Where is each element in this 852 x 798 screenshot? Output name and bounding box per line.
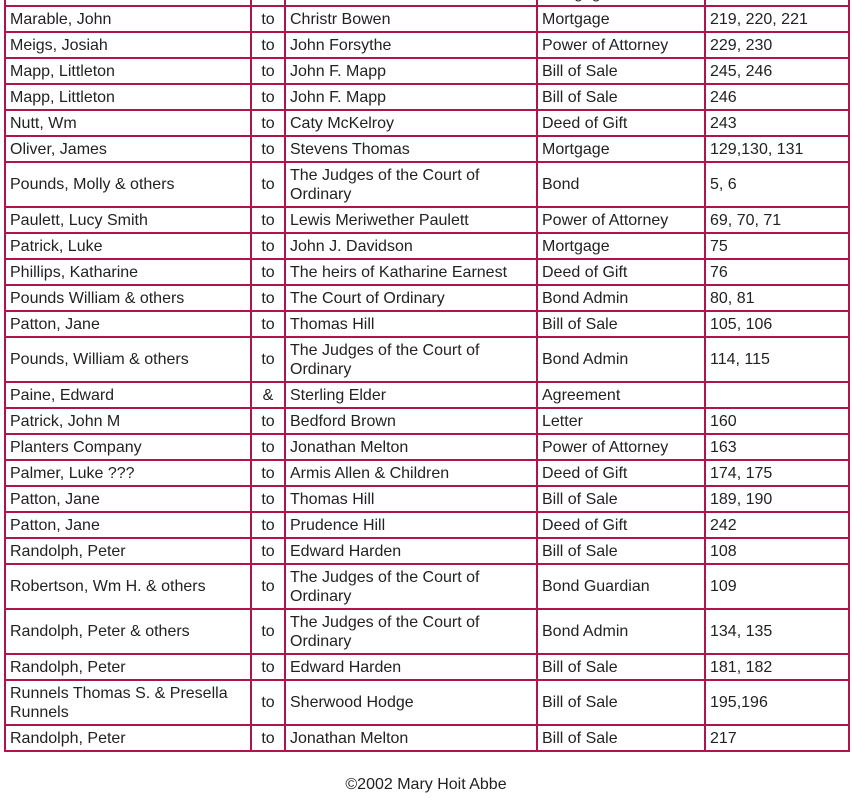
grantor-cell: Planters Company [5,434,251,460]
grantee-cell: Jonathan Melton [285,434,537,460]
table-row [5,207,849,233]
instrument-cell: Agreement [537,382,705,408]
grantor-cell: Paulett, Lucy Smith [5,207,251,233]
instrument-cell: Bill of Sale [537,680,705,725]
records-table-body [5,0,849,751]
pages-cell: 75 [705,233,849,259]
instrument-cell: Deed of Gift [537,512,705,538]
instrument-cell: Deed of Gift [537,460,705,486]
pages-cell: 129,130, 131 [705,136,849,162]
pages-cell: 219, 220, 221 [705,6,849,32]
instrument-cell: Mortgage [537,6,705,32]
pages-cell: 243 [705,110,849,136]
grantee-cell: The Judges of the Court of Ordinary [285,162,537,207]
pages-cell: 134, 135 [705,609,849,654]
instrument-cell: Bill of Sale [537,311,705,337]
relation-cell: to [251,725,285,751]
relation-cell: to [251,538,285,564]
grantee-cell: John F. Mapp [285,84,537,110]
table-row [5,6,849,32]
grantee-cell: Edward Harden [285,654,537,680]
pages-cell: 76 [705,259,849,285]
table-row [5,538,849,564]
grantee-cell: Prudence Hill [285,512,537,538]
relation-cell: to [251,460,285,486]
table-row [5,259,849,285]
grantor-cell: Mapp, Littleton [5,58,251,84]
grantor-cell: Randolph, Peter [5,725,251,751]
instrument-cell: Mortgage [537,136,705,162]
relation-cell: to [251,337,285,382]
grantor-cell: Robertson, Wm H. & others [5,564,251,609]
grantor-cell: Patton, Jane [5,486,251,512]
grantor-cell: Patrick, Luke [5,233,251,259]
pages-cell: 5, 6 [705,162,849,207]
table-row [5,84,849,110]
relation-cell: & [251,382,285,408]
grantor-cell: Patton, Jane [5,311,251,337]
relation-cell: to [251,680,285,725]
table-row [5,136,849,162]
pages-cell: 195,196 [705,680,849,725]
pages-cell: 163 [705,434,849,460]
instrument-cell: Letter [537,408,705,434]
grantee-cell: The Judges of the Court of Ordinary [285,564,537,609]
relation-cell: to [251,58,285,84]
pages-cell: 242 [705,512,849,538]
pages-cell: 229, 230 [705,32,849,58]
grantee-cell: Edward Harden [285,538,537,564]
grantor-cell: Nutt, Wm [5,110,251,136]
table-row [5,609,849,654]
relation-cell: to [251,512,285,538]
instrument-cell: Power of Attorney [537,32,705,58]
grantee-cell: The heirs of Katharine Earnest [285,259,537,285]
relation-cell: to [251,162,285,207]
table-row [5,460,849,486]
table-row [5,32,849,58]
table-row [5,233,849,259]
relation-cell: to [251,259,285,285]
table-row [5,110,849,136]
instrument-cell: Bill of Sale [537,538,705,564]
relation-cell: to [251,654,285,680]
table-row [5,512,849,538]
pages-cell: 105, 106 [705,311,849,337]
pages-cell: 109 [705,564,849,609]
pages-cell: 189, 190 [705,486,849,512]
table-row [5,285,849,311]
grantee-cell: Stevens Thomas [285,136,537,162]
instrument-cell: Bill of Sale [537,486,705,512]
grantee-cell: Armis Allen & Children [285,460,537,486]
relation-cell: to [251,311,285,337]
pages-cell: 181, 182 [705,654,849,680]
instrument-cell: Power of Attorney [537,207,705,233]
grantor-cell: Mapp, Littleton [5,84,251,110]
instrument-cell: Mortgage [537,233,705,259]
grantor-cell: Randolph, Peter [5,538,251,564]
grantee-cell: Lewis Meriwether Paulett [285,207,537,233]
table-row [5,486,849,512]
grantee-cell: Sherwood Hodge [285,680,537,725]
instrument-cell: Bill of Sale [537,58,705,84]
pages-cell: 114, 115 [705,337,849,382]
table-row [5,725,849,751]
records-table [4,0,850,752]
grantor-cell: Phillips, Katharine [5,259,251,285]
pages-cell: 246 [705,84,849,110]
instrument-cell: Bond Guardian [537,564,705,609]
grantee-cell: Christr Bowen [285,6,537,32]
pages-cell: 160 [705,408,849,434]
pages-cell: 108 [705,538,849,564]
table-row [5,680,849,725]
records-table-container [4,0,848,752]
grantee-cell: Sterling Elder [285,382,537,408]
pages-cell: 245, 246 [705,58,849,84]
relation-cell: to [251,32,285,58]
grantee-cell: The Court of Ordinary [285,285,537,311]
relation-cell: to [251,207,285,233]
relation-cell: to [251,285,285,311]
instrument-cell: Power of Attorney [537,434,705,460]
relation-cell: to [251,609,285,654]
relation-cell: to [251,233,285,259]
relation-cell: to [251,6,285,32]
pages-cell [705,382,849,408]
grantee-cell: John J. Davidson [285,233,537,259]
instrument-cell: Deed of Gift [537,110,705,136]
table-row [5,564,849,609]
relation-cell: to [251,564,285,609]
table-row [5,654,849,680]
instrument-cell: Bond [537,162,705,207]
instrument-cell: Deed of Gift [537,259,705,285]
table-row [5,408,849,434]
grantee-cell: John Forsythe [285,32,537,58]
instrument-cell: Bond Admin [537,337,705,382]
grantor-cell: Palmer, Luke ??? [5,460,251,486]
grantee-cell: The Judges of the Court of Ordinary [285,609,537,654]
instrument-cell: Bond Admin [537,285,705,311]
grantor-cell: Randolph, Peter & others [5,609,251,654]
grantee-cell: Caty McKelroy [285,110,537,136]
grantor-cell: Pounds William & others [5,285,251,311]
grantor-cell: Pounds, Molly & others [5,162,251,207]
grantor-cell: Marable, John [5,6,251,32]
instrument-cell: Bill of Sale [537,725,705,751]
grantor-cell: Runnels Thomas S. & Presella Runnels [5,680,251,725]
pages-cell: 217 [705,725,849,751]
table-row [5,311,849,337]
table-row [5,337,849,382]
table-row [5,382,849,408]
grantor-cell: Paine, Edward [5,382,251,408]
grantor-cell: Oliver, James [5,136,251,162]
grantor-cell: Meigs, Josiah [5,32,251,58]
pages-cell: 80, 81 [705,285,849,311]
instrument-cell: Bond Admin [537,609,705,654]
table-row [5,58,849,84]
relation-cell: to [251,486,285,512]
relation-cell: to [251,110,285,136]
grantee-cell: John F. Mapp [285,58,537,84]
pages-cell: 174, 175 [705,460,849,486]
relation-cell: to [251,434,285,460]
instrument-cell: Bill of Sale [537,84,705,110]
grantor-cell: Randolph, Peter [5,654,251,680]
instrument-cell: Bill of Sale [537,654,705,680]
grantor-cell: Patton, Jane [5,512,251,538]
relation-cell: to [251,84,285,110]
grantee-cell: Thomas Hill [285,311,537,337]
pages-cell: 69, 70, 71 [705,207,849,233]
copyright-footer: ©2002 Mary Hoit Abbe [345,776,507,793]
grantee-cell: Jonathan Melton [285,725,537,751]
grantor-cell: Pounds, William & others [5,337,251,382]
relation-cell: to [251,408,285,434]
grantee-cell: Bedford Brown [285,408,537,434]
relation-cell: to [251,136,285,162]
table-row [5,434,849,460]
grantee-cell: The Judges of the Court of Ordinary [285,337,537,382]
grantee-cell: Thomas Hill [285,486,537,512]
grantor-cell: Patrick, John M [5,408,251,434]
table-row [5,162,849,207]
